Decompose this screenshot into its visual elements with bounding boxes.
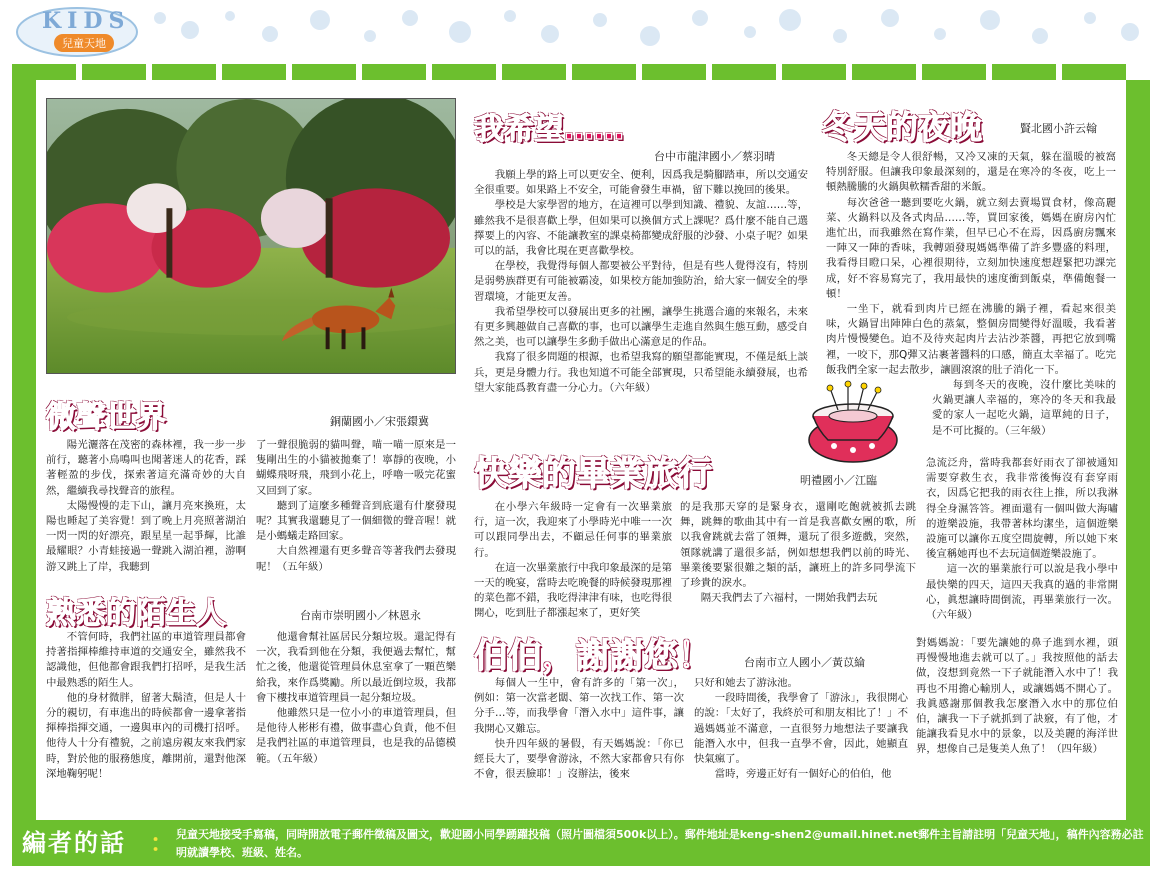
article-3-body <box>474 168 808 450</box>
paragraph: 了一聲很脆弱的貓叫聲，喵一喵一原來是一隻剛出生的小貓被拋棄了！寧靜的夜晚，小蝴蝶飛呀飛，飛到小花上，呼嚕一吸完花蜜又回到了家。 <box>256 439 456 497</box>
page-header <box>0 0 1163 64</box>
article-6-col-3 <box>916 636 1118 816</box>
paragraph: 每次爸爸一聽到要吃火鍋，就立刻去賣場買食材，像高麗菜、火鍋料以及各式肉品……等，買回家後，媽媽在廚房內忙進忙出，而我雖然在寫作業，但早已心不在焉，因爲廚房飄來一陣又一陣的香味，我轉頭發現媽媽準備了許多豐盛的料理，我看得目瞪口呆，心裡很期待，立刻加快速度想趕緊把功課完成，好不容易寫完了，我用最快的速度衝到飯桌，準備飽餐一頓！ <box>826 196 1116 300</box>
article-2-col-1 <box>46 630 246 782</box>
article-3-title: 我希望…… <box>474 112 624 147</box>
article-6-col-1 <box>474 676 684 816</box>
paragraph: 只好和她去了游泳池。 <box>694 677 798 689</box>
editor-note-text: 兒童天地接受手寫稿，同時開放電子郵件徵稿及圖文，歡迎國小同學踴躍投稿（照片圖檔須500k以上）。郵件地址是keng-shen2@umail.hinet.net郵件主旨請註明「兒童天地」，稿件內容務必註明就讀學校、班級、姓名。 <box>176 828 1144 859</box>
article-1-title: 微聲世界 <box>46 400 166 435</box>
paragraph: 我願上學的路上可以更安全、便利，因爲我是騎腳踏車，所以交通安全很重要。如果路上不安全，可能會發生車禍，留下難以挽回的後果。 <box>474 169 808 197</box>
hotpot-illustration <box>798 380 908 466</box>
article-1-col-1 <box>46 438 246 588</box>
article-1-col-2 <box>256 438 456 588</box>
article-3-author: 台中市龍津國小／蔡羽晴 <box>654 150 775 163</box>
paragraph: 大自然裡還有更多聲音等著我們去發現呢！（五年級） <box>256 545 456 573</box>
paragraph: 隔天我們去了六福村，一開始我們去玩 <box>700 592 878 605</box>
frame-left-border <box>12 80 36 820</box>
paragraph: 在小學六年級時一定會有一次畢業旅行，這一次，我迎來了小學時光中唯一一次可以跟同學出去，不顧忌任何事的畢業旅行。 <box>474 501 672 559</box>
paragraph: 的是我那天穿的是緊身衣，還剛吃飽就被抓去跳舞，跳舞的歌曲其中有一首是我喜歡女團的歌，所以我會跳就去當了領舞，還玩了很多遊戲，突然，領隊就講了還很多話，例如想想我們以前的時光、畢業後要緊很難之類的話，讓班上的許多同學流下了珍貴的淚水。 <box>680 501 916 590</box>
paragraph: 當時，旁邊正好有一個好心的伯伯，他 <box>714 768 892 781</box>
paragraph: 一段時間後，我學會了「游泳」，我很開心的說：「太好了，我終於可和朋友相比了！」不過媽媽並不滿意，一直很努力地想法子要讓我能潛入水中，但我一直學不會，因此，她顯直快氣瘋了。 <box>694 692 908 766</box>
fox-photo <box>46 98 456 374</box>
editor-note-label: 編者的話 <box>22 829 126 857</box>
logo-subtitle: 兒童天地 <box>54 34 114 52</box>
article-2-title: 熟悉的陌生人 <box>46 596 226 631</box>
logo-text: KIDS <box>42 8 131 34</box>
paragraph: 在這一次畢業旅行中我印象最深的是第一天的晚宴，當時去吃晚餐的時候發現那裡的菜色都不錯，我吃得津津有味，也吃得很開心，吃到肚子都漲起來了，更好笑 <box>474 561 672 620</box>
article-6-author: 台南市立人國小／黃苡綸 <box>744 656 865 669</box>
article-5-col-2 <box>680 500 916 624</box>
paragraph: 太陽慢慢的走下山，讓月亮來換班，太陽也睡起了美容覺！到了晚上月亮照著湖泊一閃一閃的好漂亮，跟星星一起爭輝，比誰最耀眼？小青蛙接過一聲跳入湖泊裡，游啊游又跳上了岸，我聽到 <box>46 499 246 573</box>
frame-top-border <box>12 64 1150 80</box>
paragraph: 每到冬天的夜晚，沒什麼比美味的火鍋更讓人幸福的，寒冷的冬天和我最愛的家人一起吃火鍋，這單純的日子，是不可比擬的。（三年級） <box>932 379 1116 437</box>
paragraph: 我希望學校可以發展出更多的社團，讓學生挑選合適的來報名，未來有更多興趣做自己喜歡的事，也可以讓學生走進自然與生態互動，感受自然之美，也可以讓學生多動手做出心滿意足的作品。 <box>474 305 808 349</box>
article-5-author: 明禮國小／江臨 <box>800 474 877 487</box>
frame-right-border <box>1126 80 1150 820</box>
paragraph: 他還會幫社區居民分類垃圾。還記得有一次，我看到他在分類，我便過去幫忙，幫忙之後，他還從管理員休息室拿了一顆芭樂給我，來作爲獎勵。所以最近倒垃圾，我都會下樓找車道管理員一起分類垃圾。 <box>256 631 456 704</box>
paragraph: 他的身材微胖，留著大鬍渣，但是人十分的親切，有車進出的時候都會一邊拿著指揮棒指揮交通，一邊與車內的司機打招呼。他待人十分有禮貌，之前遠房親友來我們家時，對於他的服務態度，離開前，還對他深深地鞠躬呢！ <box>46 691 246 780</box>
article-5-col-3 <box>926 456 1118 624</box>
paragraph: 這一次的畢業旅行可以說是我小學中最快樂的四天，這四天我真的過的非常開心，眞想讓時間倒流，再畢業旅行一次。（六年級） <box>926 563 1118 622</box>
kids-logo <box>12 4 142 60</box>
paragraph: 對媽媽說：「要先讓她的鼻子進到水裡，頭再慢慢地進去就可以了。」我按照他的話去做，沒想到竟然一下子就能潛入水中了！我再也不用擔心輸別人，或讓媽媽不開心了。我眞感謝那個教我怎麼潛入水中的那位伯伯，讓我一下子就抓到了訣竅，有了他，才能讓我看見水中的景象，以及美麗的海洋世界，想像自己是隻美人魚了！（四年級） <box>916 637 1118 756</box>
paragraph: 急流泛舟，當時我都套好雨衣了卻被通知需要穿救生衣，我非常後悔沒有套穿雨衣，因爲它把我的雨衣往上推，所以我淋得全身濕答答。裡面還有一個叫做大海嘯的遊樂設施，我帶著林均潔坐，這個遊樂設施可以讓你五度空間旋轉，所以她下來後宣稱她再也不去玩這個遊樂設施了。 <box>926 457 1118 561</box>
paragraph: 我寫了很多問題的根源，也希望我寫的願望都能實現，不僅是紙上談兵，更是身體力行。我也知道不可能全部實現，只希望能永續發展，也希望大家能爲教育盡一分心力。（六年級） <box>474 351 808 394</box>
paragraph: 每個人一生中，會有許多的「第一次」，例如：第一次當老闆、第一次找工作、第一次分手…等，而我學會「潛入水中」這件事，讓我開心又難忘。 <box>474 677 684 735</box>
paragraph: 學校是大家學習的地方，在這裡可以學到知識、禮貌、友誼……等，雖然我不是很喜歡上學，但如果可以換個方式上課呢？爲什麼不能自己選擇要上的內容、不能讓教室的課桌椅都變成舒服的沙發、小桌子呢？如果可以的話，我會比現在更喜歡學校。 <box>474 199 808 258</box>
paragraph: 冬天總是令人很舒暢，又冷又凍的天氣，躲在溫暖的被窩特別舒服。但讓我印象最深刻的，還是在寒冷的冬夜，吃上一頓熱騰騰的火鍋與軟糯香甜的米飯。 <box>826 151 1116 194</box>
paragraph: 在學校，我覺得每個人都要被公平對待，但是有些人覺得沒有，特別是弱勢族群更有可能被霸凌，如果校方能加強防治，給大家一個安全的學習環境，才能更友善。 <box>474 260 808 303</box>
editor-note-colon: ： <box>150 829 174 857</box>
article-4-author: 賢北國小許云翰 <box>1020 122 1097 135</box>
article-2-col-2 <box>256 630 456 782</box>
article-5-col-1 <box>474 500 672 624</box>
article-4-title: 冬天的夜晚 <box>822 108 983 146</box>
article-1-author: 銅蘭國小／宋張鐶冀 <box>330 415 429 428</box>
paragraph: 聽到了這麼多種聲音到底還有什麼發現呢？其實我還聽見了一個細微的聲音喔！就是小螞蟻走路回家。 <box>256 499 456 543</box>
paragraph: 快升四年級的暑假，有天媽媽說：「你已經長大了，要學會游泳，不然大家都會只有你不會，很丟臉耶！」沒辦法，後來 <box>474 737 684 781</box>
article-6-col-2 <box>694 676 908 816</box>
bubble-decoration <box>150 8 1150 48</box>
article-5-title: 快樂的畢業旅行 <box>474 454 712 494</box>
article-6-title: 伯伯，謝謝您！ <box>474 636 712 676</box>
paragraph: 不管何時，我們社區的車道管理員都會持著指揮棒維持車道的交通安全，雖然我不認識他，但他都會跟我們打招呼，是我生活中最熟悉的陌生人。 <box>46 631 246 689</box>
article-2-author: 台南市崇明國小／林恩永 <box>300 609 421 622</box>
paragraph: 陽光灑落在茂密的森林裡，我一步一步前行，聽著小鳥鳴叫也聞著迷人的花香，踩著輕盈的步伐，探索著這充滿奇妙的大自然，繼續我尋找聲音的旅程。 <box>46 439 246 497</box>
paragraph: 他雖然只是一位小小的車道管理員，但是他待人彬彬有禮，做事盡心負責，他不但是我們社區的車道管理員，也是我的品德模範。（五年級） <box>256 707 456 765</box>
paragraph: 一坐下，就看到肉片已經在沸騰的鍋子裡，看起來很美味，火鍋冒出陣陣白色的蒸氣，整個房間變得好溫暖，我看著肉片慢慢變色。迫不及待夾起肉片去沾沙茶醬，再把它放到嘴裡，一咬下，那Q彈又沾裹著醬料的口感，簡直太幸福了。吃完飯我們全家一起去散步，讓圓滾滾的肚子消化一下。 <box>826 303 1116 376</box>
